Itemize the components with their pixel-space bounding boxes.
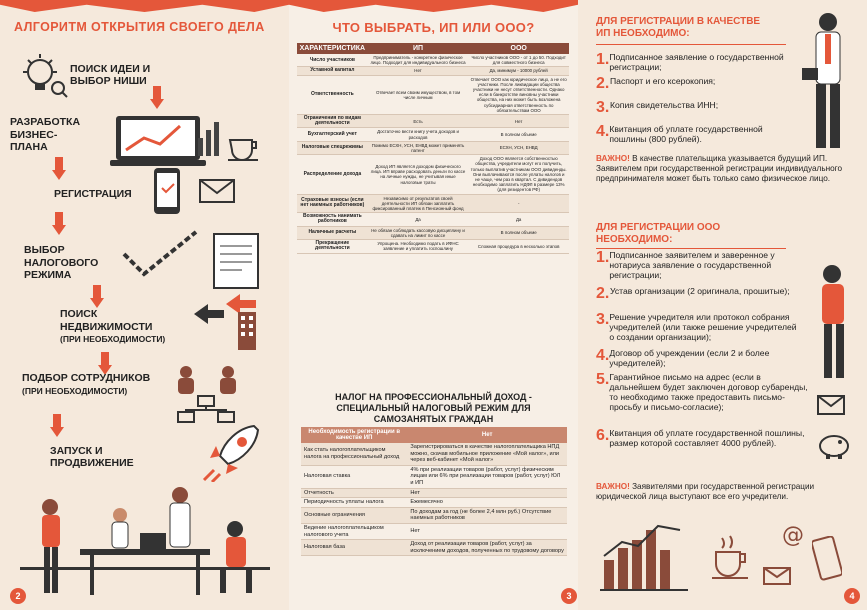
row-ooo-value: Сложная процедура в несколько этапов xyxy=(468,240,569,253)
item-number: 2. xyxy=(596,75,610,92)
npd-row-value: Зарегистрироваться в качестве налогоплательщика НПД можно, скачав мобильное приложение «Мой налог», или через веб-кабинет «Мой налог» xyxy=(407,443,567,465)
phone-icon xyxy=(812,536,842,587)
npd-row-value: По доходам за год (не более 2,4 млн руб.) Отсутствие наемных работников xyxy=(407,507,567,523)
row-ip-value: Есть xyxy=(368,115,469,128)
ooo-item-6 xyxy=(596,428,808,448)
item-text: Гарантийное письмо на адрес (если в дальнейшем будет заключен договор субаренды, то необходимо также предоставить письмо-просьбу и письмо-согласие); xyxy=(609,372,808,412)
comparison-title: ЧТО ВЫБРАТЬ, ИП ИЛИ ООО? xyxy=(332,20,535,35)
row-characteristic: Налоговые спецрежимы xyxy=(297,141,368,154)
businessman-illustration xyxy=(800,8,860,163)
item-number: 4. xyxy=(596,347,610,364)
item-number: 2. xyxy=(596,285,610,302)
step-business-plan xyxy=(10,115,94,155)
row-ooo-value: Доход ООО является собственностью общества, учредители могут его получить, только выплатив участникам ООО дивиденды. Они выплачиваются после уплаты налогов и не чаще, чем раз в квартал. С дивидендов необходимо заплатить НДФЛ в размере 13% (для резидентов РФ) xyxy=(468,155,569,194)
row-characteristic: Возможность нанимать работников xyxy=(297,213,368,226)
phone-icon xyxy=(150,166,184,223)
npd-row-key: Как стать налогоплательщиком налога на профессиональный доход xyxy=(301,443,407,465)
page-number: 2 xyxy=(10,588,26,604)
step-tax-regime xyxy=(24,243,120,283)
npd-row-value: Ежемесячно xyxy=(407,498,567,508)
row-characteristic: Страховые взносы (если нет наемных работников) xyxy=(297,194,368,213)
row-ip-value: Доход ИП является доходом физического лица. ИП вправе расходовать деньги по кассе на личные нужды, не учитывая иные налоговые траты xyxy=(368,155,469,194)
step-registration xyxy=(54,182,154,206)
page-ip-vs-ooo xyxy=(289,0,578,610)
envelope-icon xyxy=(762,566,792,593)
row-ooo-value: Да xyxy=(468,213,569,226)
npd-row-value: Нет xyxy=(407,488,567,498)
top-wave xyxy=(289,0,578,12)
ooo-important-note xyxy=(596,482,858,502)
item-number: 5. xyxy=(596,371,610,388)
table-row xyxy=(297,115,569,128)
col-header-ip: ИП xyxy=(368,43,469,54)
row-characteristic: Бухгалтерский учет xyxy=(297,128,368,141)
table-row xyxy=(297,54,569,67)
algorithm-title: АЛГОРИТМ ОТКРЫТИЯ СВОЕГО ДЕЛА xyxy=(14,20,265,34)
table-row xyxy=(297,67,569,75)
row-ip-value: Не обязан соблюдать кассовую дисциплину и сдавать на лимит по кассе xyxy=(368,226,469,239)
row-ooo-value: Нет xyxy=(468,115,569,128)
ip-item-3 xyxy=(596,100,796,116)
item-text: Копия свидетельства ИНН; xyxy=(610,100,719,110)
table-row xyxy=(301,523,567,539)
important-text: В качестве плательщика указывается будущий ИП. Заявителем при государственной регистрации индивидуального предпринимателя может быть только само физическое лицо. xyxy=(596,154,843,183)
item-text: Устав организации (2 оригинала, прошитые); xyxy=(610,286,790,296)
building-icon xyxy=(190,290,260,357)
npd-row-key: Налоговая база xyxy=(301,540,407,556)
page-registration-docs xyxy=(578,0,867,610)
table-row xyxy=(297,226,569,239)
step-launch-label: ЗАПУСК И ПРОДВИЖЕНИЕ xyxy=(50,444,134,469)
coffee-cup-icon xyxy=(710,534,750,585)
row-ooo-value: - xyxy=(468,194,569,213)
npd-row-key: Ведение налогоплательщиком налогового учета xyxy=(301,523,407,539)
npd-header-value: Нет xyxy=(407,427,567,443)
important-text: Заявителями при государственной регистрации юридической лица выступают все его учредители. xyxy=(596,482,815,501)
row-characteristic: Число участников xyxy=(297,54,368,67)
step-hiring xyxy=(22,372,172,408)
npd-table xyxy=(301,427,567,556)
arrow-down-icon xyxy=(50,414,64,438)
laptop-chart-icon xyxy=(110,108,222,173)
row-characteristic: Наличные расчеты xyxy=(297,226,368,239)
arrow-down-icon xyxy=(90,285,104,309)
row-characteristic: Уставной капитал xyxy=(297,67,368,75)
step-real-estate-sub: (ПРИ НЕОБХОДИМОСТИ) xyxy=(60,334,166,344)
npd-row-key: Основные ограничения xyxy=(301,507,407,523)
step-real-estate xyxy=(60,308,180,346)
table-row xyxy=(297,213,569,226)
ip-item-2 xyxy=(596,76,796,92)
arrow-down-icon xyxy=(150,86,164,110)
table-row xyxy=(297,155,569,194)
ooo-item-5 xyxy=(596,372,808,412)
item-text: Договор об учреждении (если 2 и более учредителей); xyxy=(609,348,770,368)
npd-row-key: Отчетность xyxy=(301,488,407,498)
ooo-item-3 xyxy=(596,312,800,342)
item-text: Решение учредителя или протокол собрания учредителей (или также решение учредителей о создании организации); xyxy=(609,312,797,342)
step-registration-label: РЕГИСТРАЦИЯ xyxy=(54,187,132,200)
step-launch xyxy=(50,440,170,474)
step-idea-label: ПОИСК ИДЕИ И ВЫБОР НИШИ xyxy=(70,62,151,87)
important-label: ВАЖНО! xyxy=(596,154,630,163)
npd-header-key: Необходимость регистрации в качестве ИП xyxy=(301,427,407,443)
row-ooo-value: ЕСХН, УСН, ЕНВД xyxy=(468,141,569,154)
bar-chart-illustration xyxy=(600,520,690,597)
ooo-requirements-title: ДЛЯ РЕГИСТРАЦИИ ООО НЕОБХОДИМО: xyxy=(596,222,721,245)
piggy-bank-icon xyxy=(816,430,852,465)
item-text: Подписанное заявителем и заверенное у нотариуса заявление о государственной регистрации; xyxy=(609,250,775,280)
ooo-item-2 xyxy=(596,286,800,302)
arrow-down-icon xyxy=(52,212,66,236)
npd-row-key: Периодичность уплаты налога xyxy=(301,498,407,508)
row-characteristic: Прекращение деятельности xyxy=(297,240,368,253)
ooo-item-1 xyxy=(596,250,800,280)
step-business-plan-label: РАЗРАБОТКА БИЗНЕС-ПЛАНА xyxy=(10,116,81,154)
lightbulb-icon xyxy=(20,52,68,103)
table-row xyxy=(297,141,569,154)
row-ooo-value: Отвечает ООО как юридическое лицо, а не его участники. После ликвидации общества участники не несут ответственности. Однако если в банкротстве виновны участники общества, на них может быть возложена субсидиарная ответственность по обязательствам ООО xyxy=(468,75,569,114)
team-icon xyxy=(172,362,242,429)
page-number: 4 xyxy=(844,588,860,604)
row-ooo-value: Да, минимум - 10000 рублей xyxy=(468,67,569,75)
npd-title: НАЛОГ НА ПРОФЕССИОНАЛЬНЫЙ ДОХОД - СПЕЦИАЛЬНЫЙ НАЛОГОВЫЙ РЕЖИМ ДЛЯ САМОЗАНЯТЫХ ГРАЖДАН xyxy=(335,392,532,424)
row-ip-value: Упрощена. Необходимо подать в ИФНС заявление и уплатить госпошлину xyxy=(368,240,469,253)
rocket-icon xyxy=(200,420,264,487)
document-icon xyxy=(212,232,262,297)
top-wave xyxy=(0,0,289,12)
checkmark-icon xyxy=(120,228,200,287)
comparison-table xyxy=(297,43,569,254)
ip-item-1 xyxy=(596,52,796,72)
row-characteristic: Ответственность xyxy=(297,75,368,114)
item-text: Подписанное заявление о государственной регистрации; xyxy=(609,52,784,72)
row-ip-value: Отвечает всем своим имуществом, в том числе личным xyxy=(368,75,469,114)
npd-row-key: Налоговая ставка xyxy=(301,465,407,488)
page-number: 3 xyxy=(561,588,577,604)
step-hiring-sub: (ПРИ НЕОБХОДИМОСТИ) xyxy=(22,385,128,396)
row-characteristic: Ограничения по видам деятельности xyxy=(297,115,368,128)
page-algorithm xyxy=(0,0,289,610)
envelope-icon xyxy=(198,176,238,211)
envelope-icon xyxy=(816,394,846,423)
row-characteristic: Распределение дохода xyxy=(297,155,368,194)
npd-row-value: Доход от реализации товаров (работ, услуг) за исключением доходов, полученных по трудовому договору xyxy=(407,540,567,556)
item-number: 6. xyxy=(596,427,610,444)
table-row xyxy=(297,75,569,114)
divider xyxy=(596,44,786,45)
table-row xyxy=(297,240,569,253)
item-text: Паспорт и его ксерокопия; xyxy=(610,76,716,86)
row-ip-value: Нет xyxy=(368,67,469,75)
ooo-item-4 xyxy=(596,348,800,368)
row-ip-value: Достаточно вести книгу учета доходов и расходов xyxy=(368,128,469,141)
svg-text:@: @ xyxy=(782,523,804,548)
table-row xyxy=(301,498,567,508)
office-team-illustration xyxy=(20,485,270,605)
item-number: 1. xyxy=(596,51,610,68)
coffee-cup-icon xyxy=(226,132,260,167)
item-text: Квитанция об уплате государственной пошлины, размер которой составляет 4000 рублей). xyxy=(609,428,805,448)
item-number: 4. xyxy=(596,123,610,140)
step-hiring-label: ПОДБОР СОТРУДНИКОВ xyxy=(22,372,151,384)
item-number: 3. xyxy=(596,99,610,116)
row-ip-value: Да xyxy=(368,213,469,226)
row-ip-value: Помимо ЕСХН, УСН, ЕНВД может применять патент xyxy=(368,141,469,154)
step-tax-regime-label: ВЫБОР НАЛОГОВОГО РЕЖИМА xyxy=(24,244,99,282)
table-row xyxy=(301,507,567,523)
businesswoman-illustration xyxy=(806,262,862,387)
npd-row-value: 4% при реализации товаров (работ, услуг) физическим лицам или 6% при реализации товаров (работ, услуг) ЮЛ и ИП xyxy=(407,465,567,488)
arrow-down-icon xyxy=(52,157,66,181)
row-ooo-value: В полном объеме xyxy=(468,226,569,239)
important-label: ВАЖНО! xyxy=(596,482,630,491)
row-ooo-value: В полном объеме xyxy=(468,128,569,141)
row-ip-value: Предприниматель - конкретное физическое лицо. Подходит для индивидуального бизнеса xyxy=(368,54,469,67)
table-row xyxy=(301,443,567,465)
item-number: 3. xyxy=(596,311,610,328)
table-row xyxy=(297,128,569,141)
at-sign-icon xyxy=(778,520,808,555)
table-row xyxy=(301,488,567,498)
ip-requirements-title: ДЛЯ РЕГИСТРАЦИИ В КАЧЕСТВЕ ИП НЕОБХОДИМО: xyxy=(596,16,761,39)
table-row xyxy=(301,540,567,556)
table-row xyxy=(301,465,567,488)
npd-row-value: Нет xyxy=(407,523,567,539)
item-text: Квитанция об уплате государственной пошлины (800 рублей). xyxy=(609,124,763,144)
table-row xyxy=(297,194,569,213)
col-header-characteristic: ХАРАКТЕРИСТИКА xyxy=(297,43,368,54)
ip-item-4 xyxy=(596,124,796,144)
col-header-ooo: ООО xyxy=(468,43,569,54)
step-real-estate-label: ПОИСК НЕДВИЖИМОСТИ xyxy=(60,308,153,333)
row-ooo-value: Число участников ООО - от 1 до 50. Подходит для совместного бизнеса xyxy=(468,54,569,67)
item-number: 1. xyxy=(596,249,610,266)
row-ip-value: Независимо от результатов своей деятельности ИП обязан заплатить фиксированный платеж в Пенсионный фонд xyxy=(368,194,469,213)
divider xyxy=(596,248,786,249)
